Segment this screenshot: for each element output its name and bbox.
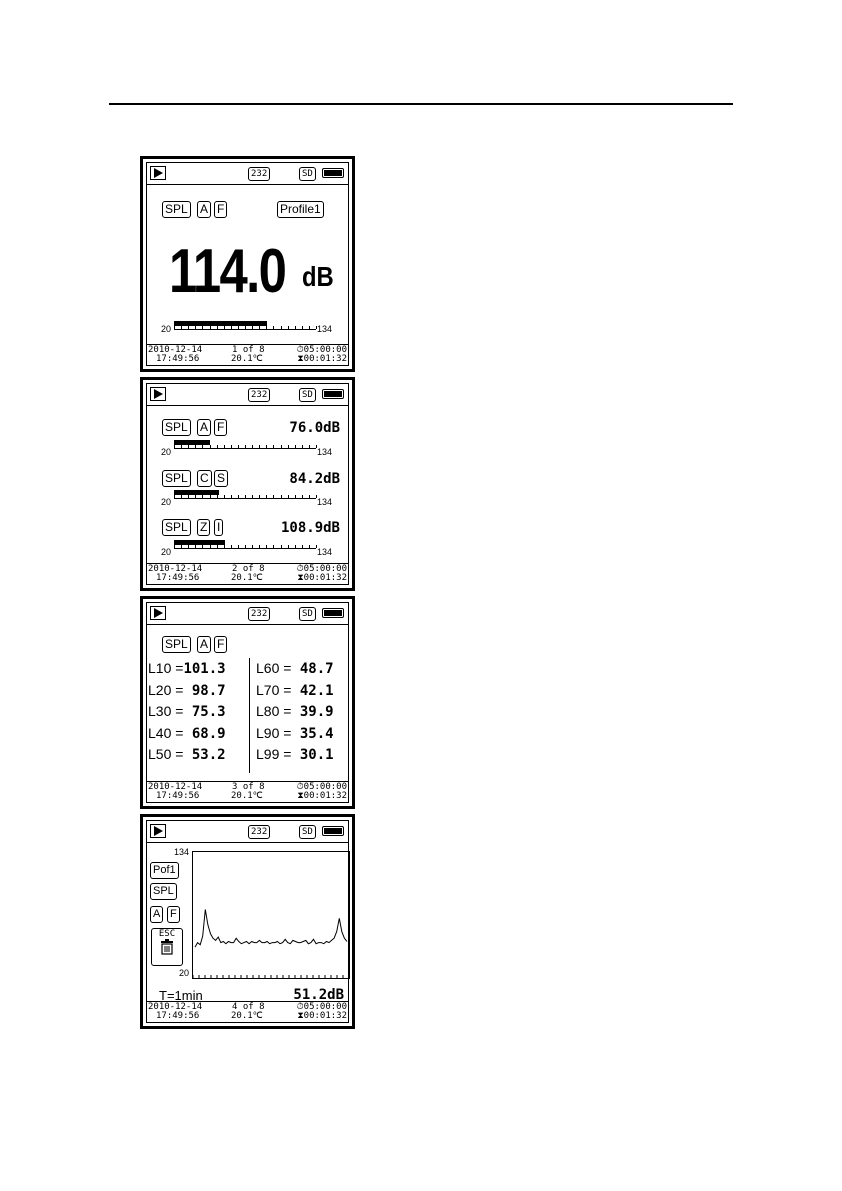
scale-tick: [288, 545, 289, 548]
scale-tick: [259, 495, 260, 498]
footer-bar: [147, 1001, 348, 1022]
scale-tick: [224, 326, 225, 329]
play-icon[interactable]: [150, 824, 166, 838]
rs232-indicator: 232: [248, 607, 270, 621]
scale-tick: [245, 545, 246, 548]
scale-tick: [281, 495, 282, 498]
scale-tick: [217, 545, 218, 548]
row3-scale: [174, 548, 316, 549]
row3-level-value: 108.9dB: [280, 520, 340, 536]
scale-tick: [174, 545, 175, 548]
scale-tick: [295, 326, 296, 329]
time-weighting-tag: F: [214, 419, 227, 436]
elapsed-time: ⧗00:01:32: [297, 573, 347, 583]
scale-tick: [245, 495, 246, 498]
row1-level-bar: [174, 440, 210, 445]
sd-card-indicator: SD: [299, 825, 316, 839]
percentile-label: L30 =: [148, 703, 184, 719]
measure-tag-spl: SPL: [150, 883, 177, 900]
scale-tick: [281, 326, 282, 329]
scale-tick: [231, 326, 232, 329]
scale-tick: [316, 545, 317, 548]
scale-tick: [252, 545, 253, 548]
time-weighting-tag: F: [214, 636, 227, 653]
scale-tick: [181, 445, 182, 448]
footer-bar: [147, 781, 348, 802]
scale-min-label: 20: [161, 547, 172, 557]
footer-time: 17:49:56: [156, 354, 200, 364]
percentile-label: L60 =: [256, 660, 292, 676]
percentile-value: 42.1: [291, 683, 334, 699]
escape-label: ESC: [158, 929, 176, 939]
percentile-label: L20 =: [148, 682, 184, 698]
y-min-label: 20: [179, 968, 190, 978]
play-icon[interactable]: [150, 166, 166, 180]
time-weighting-tag: F: [214, 201, 227, 218]
battery-icon: [322, 826, 344, 836]
play-icon[interactable]: [150, 606, 166, 620]
page-indicator: 1 of 8: [232, 345, 265, 355]
profile-tag[interactable]: Pof1: [150, 862, 179, 879]
footer-date: 2010-12-14: [148, 564, 203, 574]
battery-icon: [322, 608, 344, 618]
footer-time: 17:49:56: [156, 791, 200, 801]
percentile-label: L90 =: [256, 725, 292, 741]
battery-icon: [322, 168, 344, 178]
scale-tick: [273, 545, 274, 548]
status-bar: [147, 384, 348, 406]
measure-tag-spl: SPL: [162, 519, 191, 536]
weighting-tag: Z: [197, 519, 210, 536]
scale-tick: [259, 326, 260, 329]
scale-tick: [295, 545, 296, 548]
time-weighting-tag: F: [167, 906, 180, 923]
scale-tick: [252, 445, 253, 448]
run-time: ⏱05:00:00: [296, 782, 347, 792]
run-time: ⏱05:00:00: [296, 1002, 347, 1012]
main-level-unit: dB: [302, 261, 334, 292]
footer-date: 2010-12-14: [148, 782, 203, 792]
time-weighting-tag: S: [214, 470, 228, 487]
status-bar: [147, 163, 348, 185]
screen-frame: [146, 383, 349, 585]
screen-frame: [146, 820, 349, 1023]
footer-time: 17:49:56: [156, 573, 200, 583]
scale-tick: [288, 326, 289, 329]
rs232-indicator: 232: [248, 825, 270, 839]
scale-tick: [273, 445, 274, 448]
scale-tick: [217, 495, 218, 498]
scale-tick: [188, 545, 189, 548]
weighting-tag: C: [197, 470, 212, 487]
scale-tick: [217, 326, 218, 329]
screen-frame: [146, 602, 349, 803]
scale-tick: [266, 545, 267, 548]
scale-tick: [195, 326, 196, 329]
percentile-label: L80 =: [256, 703, 292, 719]
footer-bar: [147, 344, 348, 365]
run-time: ⏱05:00:00: [296, 564, 347, 574]
level-scale: [174, 329, 316, 330]
percentile-label: L40 =: [148, 725, 184, 741]
scale-max-label: 134: [317, 324, 333, 334]
scale-tick: [231, 445, 232, 448]
percentile-label: L10 =: [148, 660, 184, 676]
row1-scale: [174, 448, 316, 449]
scale-tick: [202, 545, 203, 548]
page-indicator: 4 of 8: [232, 1002, 265, 1012]
percentile-value: 98.7: [183, 683, 226, 699]
scale-tick: [195, 545, 196, 548]
scale-tick: [266, 326, 267, 329]
level-history-line: [195, 910, 347, 948]
percentile-row: [148, 660, 226, 677]
meter-screen-time-history: [140, 814, 355, 1029]
scale-tick: [181, 495, 182, 498]
scale-tick: [295, 495, 296, 498]
scale-tick: [195, 495, 196, 498]
scale-tick: [281, 445, 282, 448]
main-level-value: 114.0: [169, 237, 286, 306]
scale-tick: [210, 326, 211, 329]
page-indicator: 3 of 8: [232, 782, 265, 792]
percentile-label: L50 =: [148, 746, 184, 762]
elapsed-time: ⧗00:01:32: [297, 791, 347, 801]
measure-tag-spl: SPL: [162, 636, 191, 653]
scale-max-label: 134: [317, 447, 333, 457]
scale-tick: [309, 545, 310, 548]
sd-card-indicator: SD: [299, 167, 316, 181]
scale-tick: [309, 445, 310, 448]
scale-tick: [224, 495, 225, 498]
scale-tick: [295, 445, 296, 448]
footer-date: 2010-12-14: [148, 345, 203, 355]
page-indicator: 2 of 8: [232, 564, 265, 574]
footer-temperature: 20.1℃: [231, 573, 263, 583]
column-divider: [249, 658, 250, 773]
elapsed-time: ⧗00:01:32: [297, 354, 347, 364]
scale-tick: [210, 545, 211, 548]
scale-tick: [238, 326, 239, 329]
weighting-tag: A: [150, 906, 163, 923]
scale-tick: [217, 445, 218, 448]
profile-tag[interactable]: Profile1: [277, 201, 324, 218]
scale-tick: [174, 326, 175, 329]
scale-tick: [231, 545, 232, 548]
row2-level-value: 84.2dB: [289, 471, 340, 487]
percentile-value: 35.4: [291, 726, 334, 742]
percentile-label: L70 =: [256, 682, 292, 698]
scale-min-label: 20: [161, 324, 172, 334]
status-bar: [147, 821, 348, 843]
sd-card-indicator: SD: [299, 607, 316, 621]
time-weighting-tag: I: [214, 519, 223, 536]
measure-tag-spl: SPL: [162, 470, 191, 487]
scale-tick: [316, 495, 317, 498]
scale-tick: [273, 495, 274, 498]
scale-tick: [238, 495, 239, 498]
y-max-label: 134: [174, 847, 190, 857]
measure-tag-spl: SPL: [162, 419, 191, 436]
row2-scale: [174, 498, 316, 499]
time-history-svg: [193, 852, 349, 978]
percentile-row: [148, 746, 226, 763]
status-bar: [147, 603, 348, 625]
percentile-row: [148, 703, 226, 720]
percentile-label: L99 =: [256, 746, 292, 762]
scale-tick: [302, 445, 303, 448]
footer-time: 17:49:56: [156, 1011, 200, 1021]
footer-temperature: 20.1℃: [231, 791, 263, 801]
scale-tick: [281, 545, 282, 548]
scale-tick: [288, 445, 289, 448]
current-level-value: 51.2dB: [293, 987, 344, 1003]
footer-date: 2010-12-14: [148, 1002, 203, 1012]
scale-tick: [252, 495, 253, 498]
play-icon[interactable]: [150, 387, 166, 401]
percentile-row: [256, 725, 334, 742]
scale-tick: [245, 326, 246, 329]
scale-min-label: 20: [161, 447, 172, 457]
scale-tick: [202, 445, 203, 448]
scale-tick: [266, 445, 267, 448]
scale-tick: [188, 445, 189, 448]
scale-tick: [238, 445, 239, 448]
row1-level-value: 76.0dB: [289, 420, 340, 436]
escape-delete-button[interactable]: [151, 928, 183, 966]
percentile-value: 75.3: [183, 704, 226, 720]
percentile-row: [256, 682, 334, 699]
meter-screen-spl-triple: [140, 377, 355, 591]
scale-min-label: 20: [161, 497, 172, 507]
scale-tick: [309, 326, 310, 329]
scale-max-label: 134: [317, 497, 333, 507]
scale-tick: [316, 326, 317, 329]
scale-tick: [210, 495, 211, 498]
scale-tick: [224, 445, 225, 448]
scale-tick: [174, 445, 175, 448]
percentile-value: 68.9: [183, 726, 226, 742]
scale-max-label: 134: [317, 547, 333, 557]
scale-tick: [210, 445, 211, 448]
rs232-indicator: 232: [248, 388, 270, 402]
footer-temperature: 20.1℃: [231, 354, 263, 364]
trash-icon: [160, 939, 174, 955]
scale-tick: [245, 445, 246, 448]
percentile-value: 101.3: [183, 661, 226, 677]
scale-tick: [181, 545, 182, 548]
scale-tick: [259, 445, 260, 448]
scale-tick: [231, 495, 232, 498]
percentile-row: [148, 725, 226, 742]
plot-period-label: T=1min: [159, 988, 203, 1003]
weighting-tag: A: [197, 419, 211, 436]
percentile-value: 53.2: [183, 747, 226, 763]
battery-icon: [322, 389, 344, 399]
time-history-plot: [192, 851, 350, 979]
scale-tick: [302, 545, 303, 548]
rs232-indicator: 232: [248, 167, 270, 181]
scale-tick: [309, 495, 310, 498]
scale-tick: [266, 495, 267, 498]
percentile-value: 30.1: [291, 747, 334, 763]
scale-tick: [302, 326, 303, 329]
meter-screen-spl-single: [140, 156, 355, 372]
percentile-row: [256, 746, 334, 763]
percentile-row: [256, 703, 334, 720]
run-time: ⏱05:00:00: [296, 345, 347, 355]
scale-tick: [288, 495, 289, 498]
weighting-tag: A: [197, 201, 211, 218]
percentile-value: 39.9: [291, 704, 334, 720]
sd-card-indicator: SD: [299, 388, 316, 402]
scale-tick: [181, 326, 182, 329]
scale-tick: [316, 445, 317, 448]
scale-tick: [252, 326, 253, 329]
screen-frame: [146, 162, 349, 366]
scale-tick: [188, 326, 189, 329]
scale-tick: [224, 545, 225, 548]
scale-tick: [302, 495, 303, 498]
percentile-row: [256, 660, 334, 677]
scale-tick: [238, 545, 239, 548]
footer-temperature: 20.1℃: [231, 1011, 263, 1021]
weighting-tag: A: [197, 636, 211, 653]
meter-screen-percentiles: [140, 596, 355, 809]
percentile-value: 48.7: [291, 661, 334, 677]
scale-tick: [188, 495, 189, 498]
scale-tick: [195, 445, 196, 448]
page-header-rule: [109, 103, 733, 105]
scale-tick: [174, 495, 175, 498]
scale-tick: [202, 495, 203, 498]
percentile-row: [148, 682, 226, 699]
footer-bar: [147, 563, 348, 584]
measure-tag-spl: SPL: [162, 201, 191, 218]
scale-tick: [202, 326, 203, 329]
elapsed-time: ⧗00:01:32: [297, 1011, 347, 1021]
scale-tick: [259, 545, 260, 548]
scale-tick: [273, 326, 274, 329]
